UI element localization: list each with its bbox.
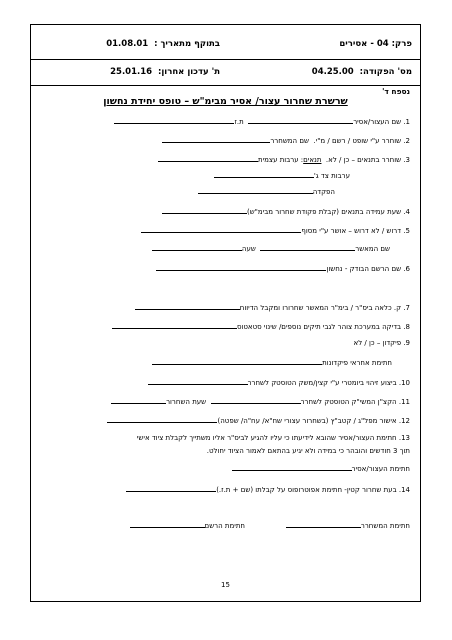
- item-3: 3. שוחרר בתנאים – כן / לא. תנאים: ערבות עצמית: [41, 153, 410, 165]
- approval-time-field[interactable]: [152, 242, 242, 251]
- deposit-field[interactable]: [198, 185, 313, 194]
- page-number: 15: [221, 581, 230, 589]
- guardian-signature-field[interactable]: [126, 483, 216, 492]
- item-10: 10. ביצוע זיהוי ביומטרי ע"י קצין/משק הטוסטק לשחרר: [41, 376, 410, 388]
- releaser-signature-field[interactable]: [286, 519, 361, 528]
- valid-from: [106, 33, 220, 55]
- id-field[interactable]: [114, 115, 234, 124]
- item-3-third-party: ערבות צד ג': [41, 169, 350, 181]
- item-3-deposit: הפקדה: [41, 185, 335, 197]
- release-time-field[interactable]: [111, 395, 166, 404]
- item-14: 14. בעת שחרור קטין- חתימת אפוטרופוס על קבלתו (שם + ת.ז.): [41, 483, 410, 495]
- item-12: 12. אישור מפל"ג / קטב"ץ (בשחרור עצורי שח"א/ עח"ה/ שפטה): [41, 414, 410, 426]
- header-row-1: [31, 33, 420, 55]
- district-approval-field[interactable]: [107, 414, 217, 423]
- third-party-bail-field[interactable]: [214, 169, 314, 178]
- order-number-label: מס' הפקודה:: [359, 67, 412, 77]
- form-title: שרשרת שחרור עצור/ אסיר מבימ"ש – טופס יחידת נחשון: [103, 96, 348, 107]
- item-13: 13. חתימת העצור/אסיר שהובא לידיעתו כי עליו להגיע לביס"ר אליו משתייך לקבלת ציוד אישי: [136, 434, 410, 442]
- last-update: [110, 61, 220, 83]
- item-7: 7. ק. כלאה ביס"ר / בימ"ר המאשר שחרורו ומקבל הדיווח: [41, 301, 410, 313]
- appendix-label: נספח ד': [382, 87, 410, 96]
- item-8: 8. בדיקה במערכת צוהר לגבי תיקים נוספים/ שינוי סטאטוס: [41, 320, 410, 332]
- item-1: 1. שם העצור/אסיר ת.ז: [41, 115, 410, 127]
- self-bail-field[interactable]: [158, 153, 258, 162]
- item-13-signature: חתימת העצור/אסיר: [41, 462, 410, 474]
- order-number-value: 04.25.00: [311, 67, 354, 77]
- item-13-continued: תוך 3 חודשים והובהר כי במידה ולא יגיע בהתאם לאמור הציוד יחולט.: [206, 447, 410, 455]
- system-check-field[interactable]: [112, 320, 237, 329]
- approver-name-field[interactable]: [260, 242, 355, 251]
- chapter-value: 04 - אסירים: [339, 39, 389, 49]
- item-5: 5. דרוש / לא דרוש – אושר ע"י מסוף: [41, 224, 410, 236]
- releaser-signature: חתימת המשחרר: [286, 519, 410, 530]
- form-content: [41, 87, 410, 601]
- item-4: 4. שעת עמידה בתנאים (קבלת פקודת שחרור מבימ"ש): [41, 205, 410, 217]
- valid-from-value: 01.08.01: [106, 39, 149, 49]
- item-5-approver: שם המאשר שעה: [41, 242, 390, 254]
- header-divider-1: [31, 59, 420, 60]
- item-11: 11. הקצ"ן המשי"ק הטוסטק לשחרר שעת השחרור: [41, 395, 410, 407]
- chapter: [339, 33, 412, 55]
- last-update-label: ת' עדכון אחרון:: [157, 67, 220, 77]
- item-9-signature: חתימת אחראי פיקדונות: [41, 356, 392, 368]
- prison-approval-field[interactable]: [135, 301, 240, 310]
- registrar-signature: חתימת הרשם: [130, 519, 245, 530]
- item-6: 6. שם הרשם הבודק - נחשון: [41, 262, 410, 274]
- terminal-approval-field[interactable]: [141, 224, 301, 233]
- header-divider-2: [31, 85, 420, 86]
- valid-from-label: בתוקף מתאריך :: [154, 39, 220, 49]
- item-9: 9. פיקדון – כן / לא: [353, 339, 410, 347]
- releaser-name-field[interactable]: [162, 134, 270, 143]
- biometric-check-field[interactable]: [148, 376, 248, 385]
- header-row-2: [31, 61, 420, 83]
- item-2: 2. שוחרר ע"י שופט / רשם / מ"י. שם המשחרר: [41, 134, 410, 146]
- officer-field[interactable]: [211, 395, 301, 404]
- prisoner-signature-field[interactable]: [232, 462, 352, 471]
- registrar-signature-field[interactable]: [130, 519, 205, 528]
- page-frame: [30, 24, 421, 602]
- chapter-label: פרק:: [391, 39, 412, 49]
- order-number: [312, 61, 412, 83]
- prisoner-name-field[interactable]: [248, 115, 353, 124]
- deposit-officer-signature-field[interactable]: [152, 356, 322, 365]
- last-update-value: 25.01.16: [110, 67, 153, 77]
- registrar-name-field[interactable]: [156, 262, 326, 271]
- conditions-time-field[interactable]: [162, 205, 247, 214]
